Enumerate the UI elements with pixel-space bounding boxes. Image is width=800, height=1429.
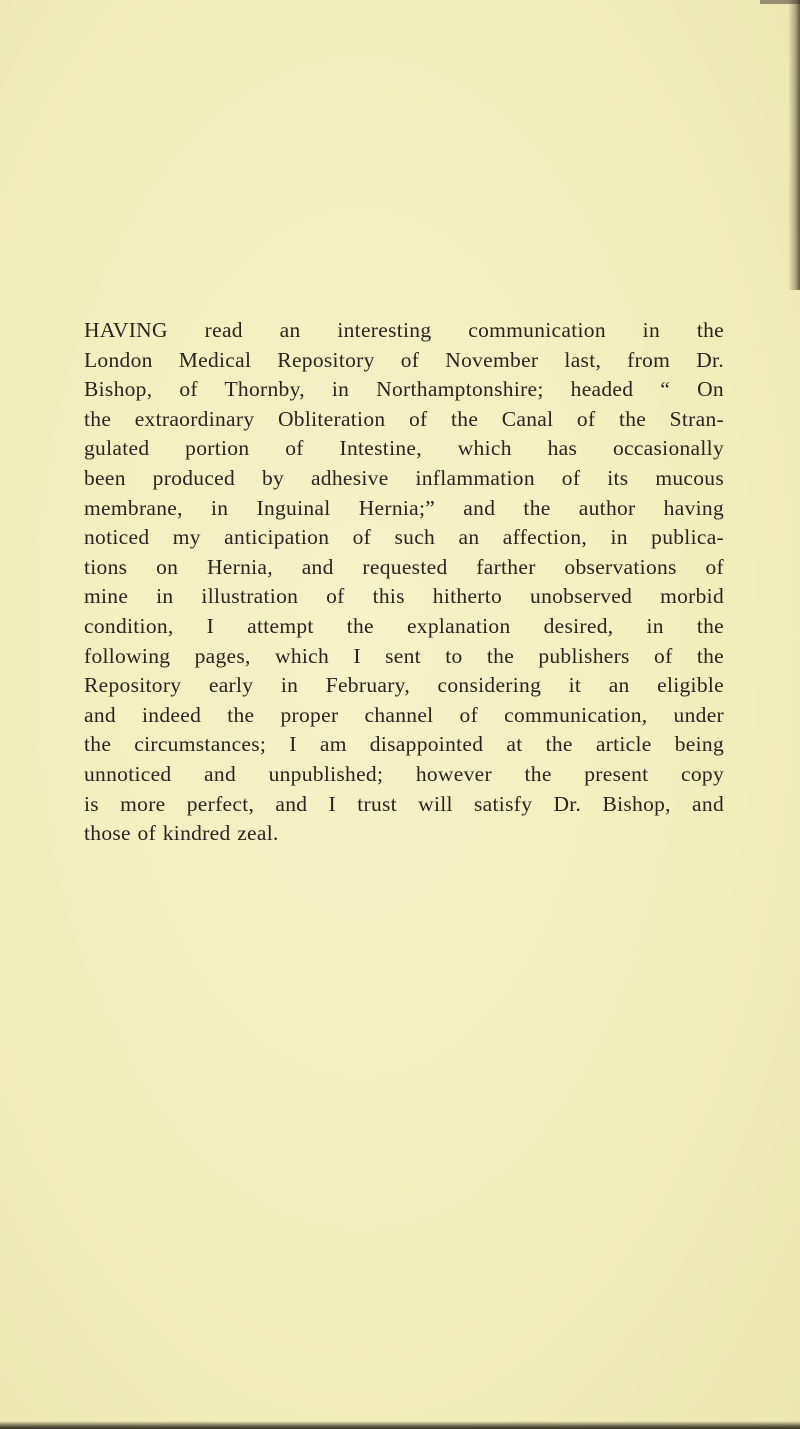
text-line: gulated portion of Intestine, which has occasionally — [84, 436, 724, 461]
text-line: HAVING read an interesting communication in the — [84, 318, 724, 342]
text-line: and indeed the proper channel of communication, under — [84, 702, 724, 727]
text-line: is more perfect, and I trust will satisfy Dr. Bishop, and — [84, 791, 724, 816]
text-line: Repository early in February, considering it an eligible — [84, 673, 724, 698]
text-line: following pages, which I sent to the publishers of the — [84, 643, 724, 668]
page-edge-shadow-bottom — [0, 1421, 800, 1429]
text-line: unnoticed and unpublished; however the present copy — [84, 761, 724, 786]
text-line: condition, I attempt the explanation desired, in the — [84, 613, 724, 638]
text-line: London Medical Repository of November last, from Dr. — [84, 347, 724, 372]
page-edge-shadow-right — [788, 0, 800, 290]
text-line: those of kindred zeal. — [84, 821, 279, 846]
text-line: the extraordinary Obliteration of the Canal of the Stran- — [84, 406, 724, 431]
text-line: the circumstances; I am disappointed at the article being — [84, 732, 724, 757]
text-line: Bishop, of Thornby, in Northamptonshire; headed “ On — [84, 377, 724, 402]
body-paragraph — [84, 316, 724, 849]
text-line: mine in illustration of this hitherto unobserved morbid — [84, 584, 724, 609]
text-line: membrane, in Inguinal Hernia;” and the author having — [84, 495, 724, 520]
text-line: noticed my anticipation of such an affection, in publica- — [84, 525, 724, 550]
text-line: tions on Hernia, and requested farther observations of — [84, 554, 724, 579]
text-line: been produced by adhesive inflammation of its mucous — [84, 465, 724, 490]
